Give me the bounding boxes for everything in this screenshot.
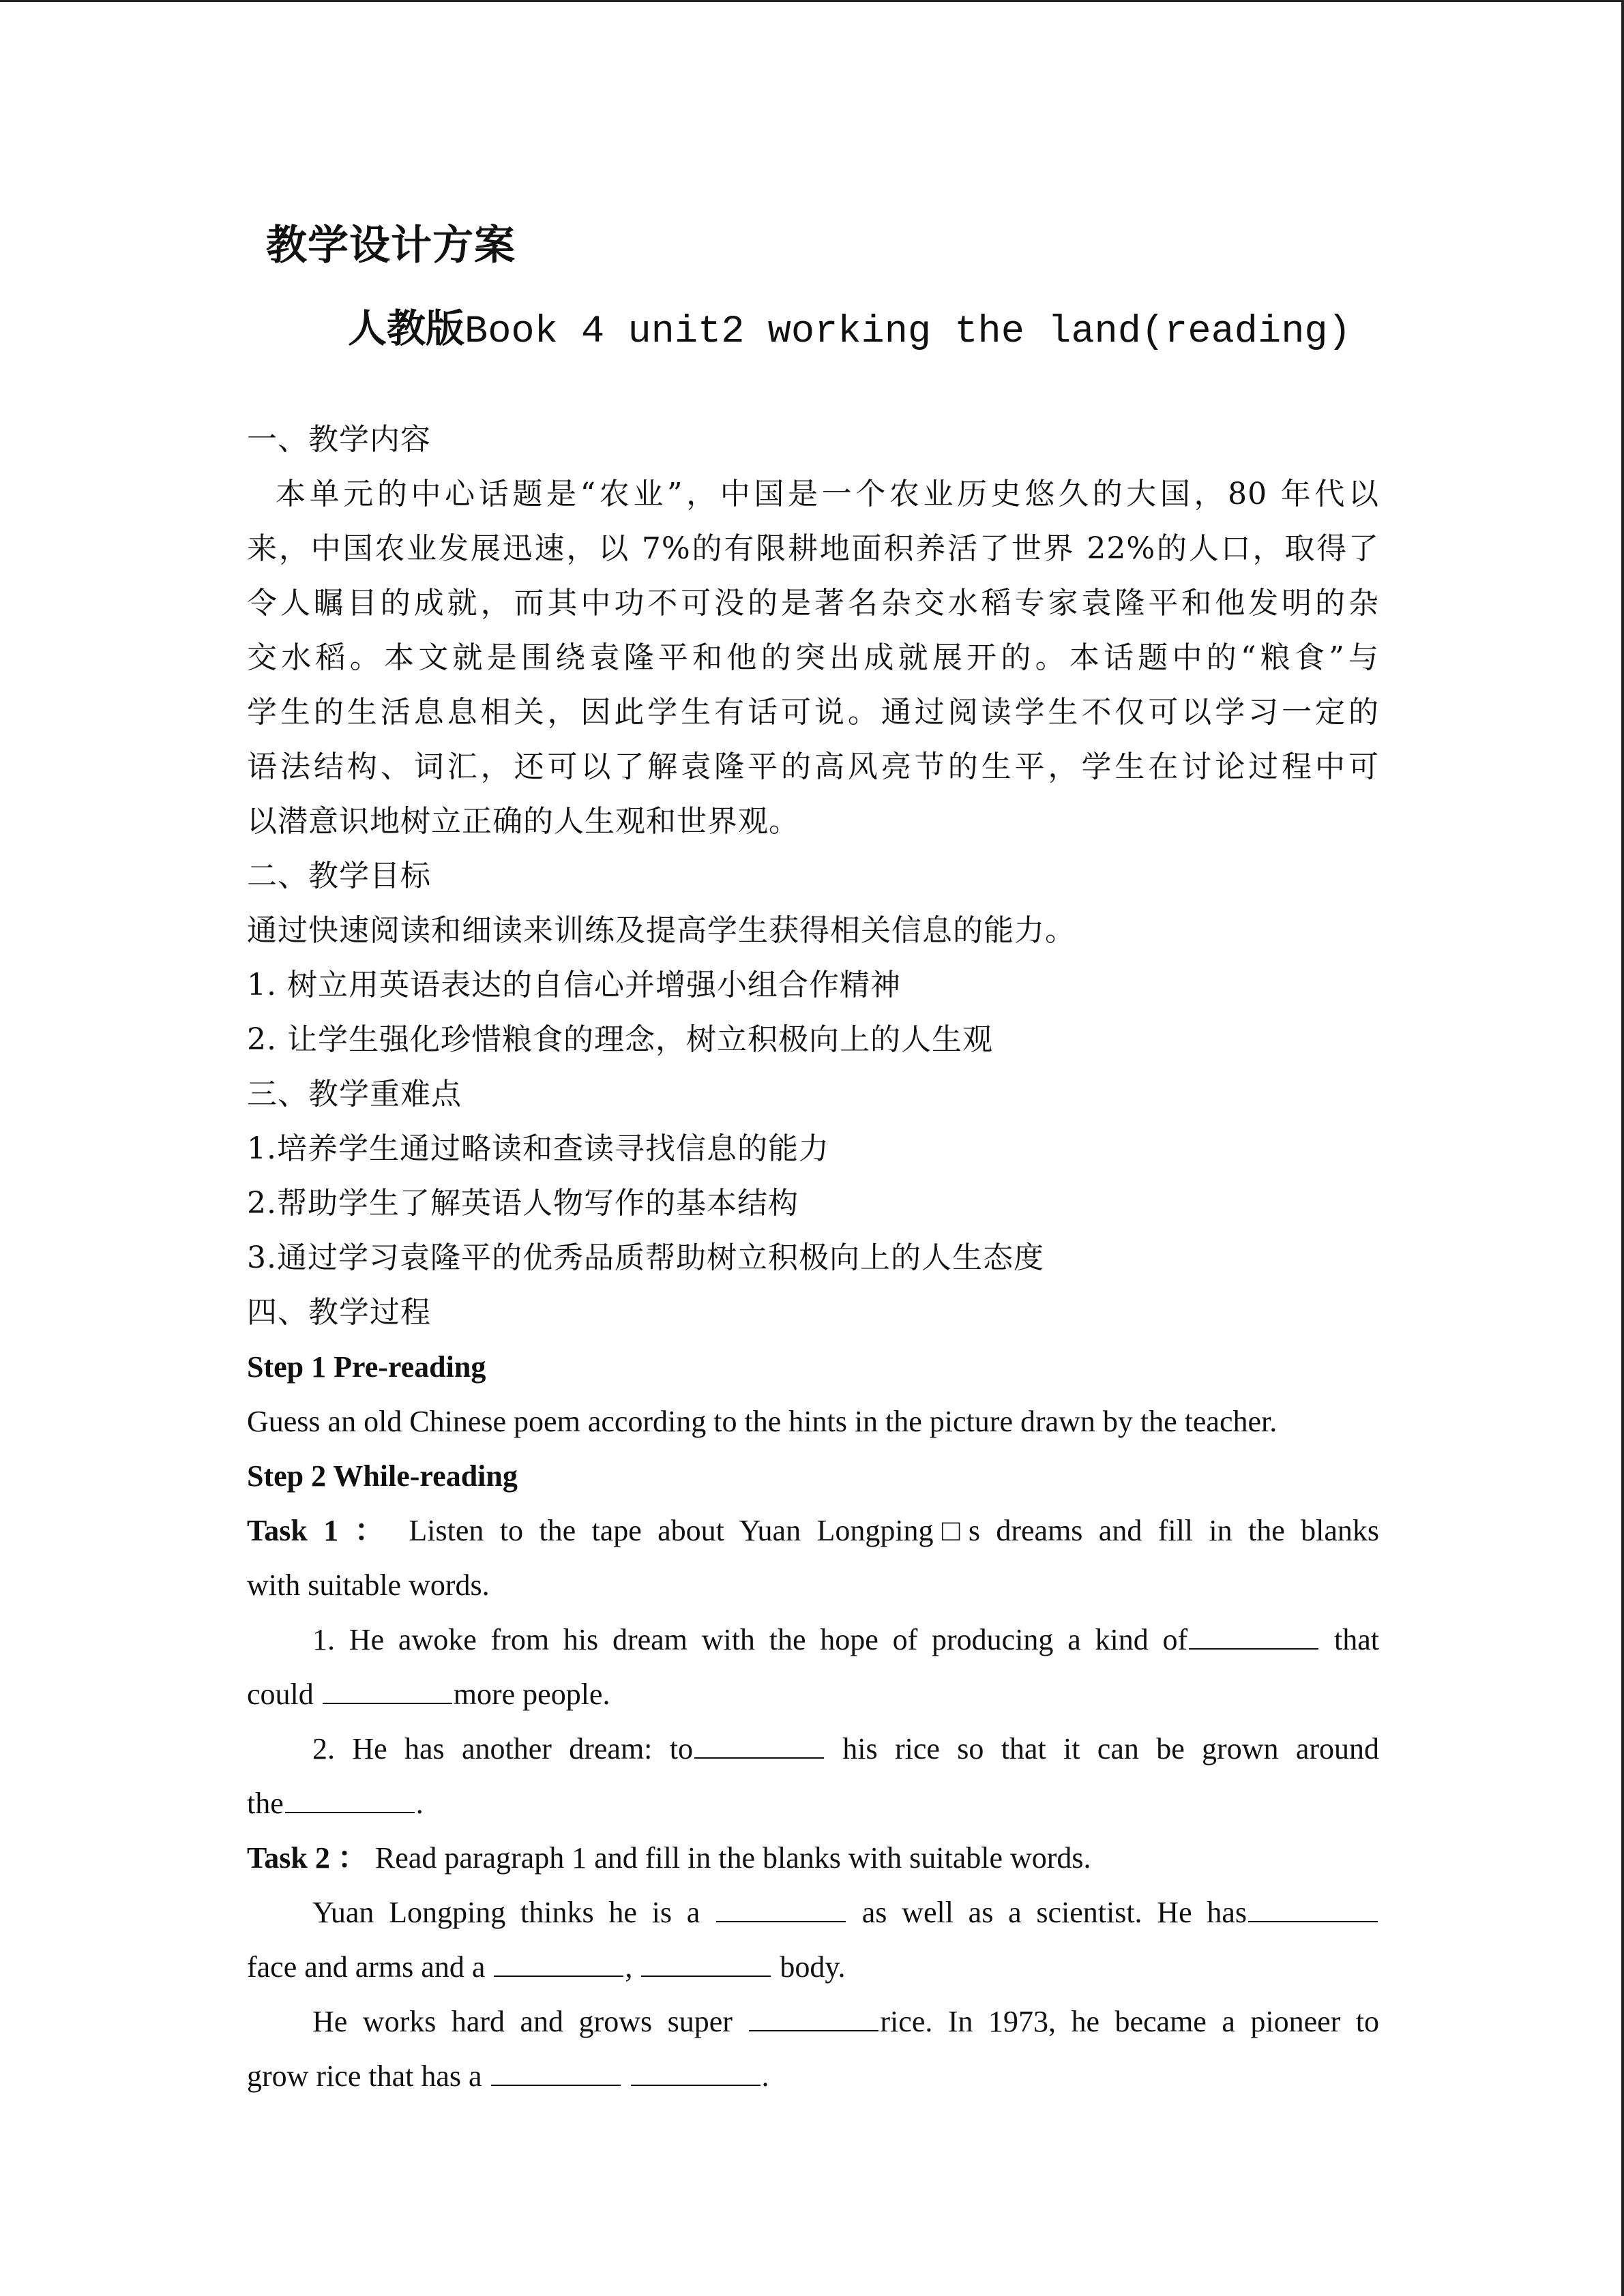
document-subtitle	[348, 297, 1371, 354]
question-text: 1. He awoke from his dream with the hope of producing a kind of	[312, 1623, 1188, 1656]
fill-blank[interactable]	[491, 2061, 621, 2086]
passage-line	[247, 2049, 1379, 2104]
fill-blank[interactable]	[494, 1952, 623, 1977]
passage-line	[247, 1885, 1379, 1940]
subtitle-chinese: 人教版	[348, 305, 464, 351]
subtitle-english: Book 4 unit2 working the land(reading)	[464, 310, 1351, 354]
paragraph-line: 学生的生活息息相关，因此学生有话可说。通过阅读学生不仅可以学习一定的	[247, 695, 1379, 730]
task-line	[247, 1831, 1379, 1885]
passage-text: He works hard and grows super	[312, 2005, 733, 2038]
fill-blank[interactable]	[1248, 1898, 1378, 1922]
fill-blank[interactable]	[641, 1952, 771, 1977]
question-text: 2. He has another dream: to	[312, 1732, 693, 1765]
question-line	[247, 1722, 1379, 1776]
fill-blank[interactable]	[716, 1898, 846, 1922]
task-instruction: Listen to the tape about Yuan Longping□s dreams and fill in the blanks	[409, 1514, 1379, 1547]
paragraph-line: 以潜意识地树立正确的人生观和世界观。	[247, 804, 799, 839]
section-heading: 一、教学内容	[247, 422, 431, 457]
fill-blank[interactable]	[749, 2007, 879, 2031]
objective-line: 通过快速阅读和细读来训练及提高学生获得相关信息的能力。	[247, 913, 1076, 948]
fill-blank[interactable]	[285, 1789, 415, 1813]
task-line: with suitable words.	[247, 1568, 490, 1602]
passage-text: rice. In 1973, he became a pioneer to	[880, 2005, 1379, 2038]
passage-text: grow rice that has a	[247, 2059, 482, 2093]
paragraph-line: 令人瞩目的成就，而其中功不可没的是著名杂交水稻专家袁隆平和他发明的杂	[247, 586, 1379, 621]
page-border-right	[1621, 0, 1624, 2296]
document-body	[247, 413, 1379, 2104]
question-text: the	[247, 1787, 284, 1820]
key-point-line: 3.通过学习袁隆平的优秀品质帮助树立积极向上的人生态度	[247, 1240, 1044, 1275]
question-text: could	[247, 1678, 314, 1711]
task-label: Task 1 ：	[247, 1514, 394, 1547]
task-line	[247, 1504, 1379, 1558]
passage-line	[247, 1995, 1379, 2049]
paragraph-line: 本单元的中心话题是“农业”，中国是一个农业历史悠久的大国，80 年代以	[276, 477, 1379, 511]
question-line	[247, 1667, 1379, 1722]
passage-text: as well as a scientist. He has	[861, 1896, 1247, 1929]
question-line	[247, 1613, 1379, 1667]
passage-text: ,	[625, 1950, 633, 1984]
passage-line	[247, 1940, 1379, 1995]
question-text: that	[1334, 1623, 1379, 1656]
passage-text: .	[761, 2059, 769, 2093]
fill-blank[interactable]	[1189, 1625, 1318, 1650]
question-text: his rice so that it can be grown around	[842, 1732, 1379, 1765]
task-label: Task 2 ：	[247, 1841, 368, 1875]
step-title: Step 2 While-reading	[247, 1459, 518, 1493]
paragraph-line: 来，中国农业发展迅速，以 7%的有限耕地面积养活了世界 22%的人口，取得了	[247, 531, 1379, 566]
document-title: 教学设计方案	[266, 222, 516, 269]
paragraph-line: 交水稻。本文就是围绕袁隆平和他的突出成就展开的。本话题中的“粮食”与	[247, 640, 1379, 675]
step-text: Guess an old Chinese poem according to the hints in the picture drawn by the teacher.	[247, 1405, 1278, 1438]
fill-blank[interactable]	[323, 1680, 452, 1704]
key-point-line: 1.培养学生通过略读和查读寻找信息的能力	[247, 1131, 829, 1166]
task-instruction: Read paragraph 1 and fill in the blanks with suitable words.	[374, 1841, 1091, 1875]
page-border-top	[0, 0, 1624, 2]
step-title: Step 1 Pre-reading	[247, 1350, 486, 1384]
paragraph-line: 语法结构、词汇，还可以了解袁隆平的高风亮节的生平，学生在讨论过程中可	[247, 749, 1379, 784]
section-heading: 二、教学目标	[247, 859, 431, 893]
fill-blank[interactable]	[631, 2061, 761, 2086]
key-point-line: 2.帮助学生了解英语人物写作的基本结构	[247, 1186, 799, 1221]
objective-line: 1. 树立用英语表达的自信心并增强小组合作精神	[247, 968, 901, 1002]
question-line	[247, 1776, 1379, 1831]
section-heading: 三、教学重难点	[247, 1077, 462, 1112]
question-text: more people.	[453, 1678, 610, 1711]
passage-text: body.	[780, 1950, 846, 1984]
passage-text: Yuan Longping thinks he is a	[312, 1896, 700, 1929]
objective-line: 2. 让学生强化珍惜粮食的理念，树立积极向上的人生观	[247, 1022, 993, 1057]
fill-blank[interactable]	[694, 1734, 824, 1759]
question-text: .	[415, 1787, 424, 1820]
passage-text: face and arms and a	[247, 1950, 486, 1984]
section-heading: 四、教学过程	[247, 1295, 431, 1330]
